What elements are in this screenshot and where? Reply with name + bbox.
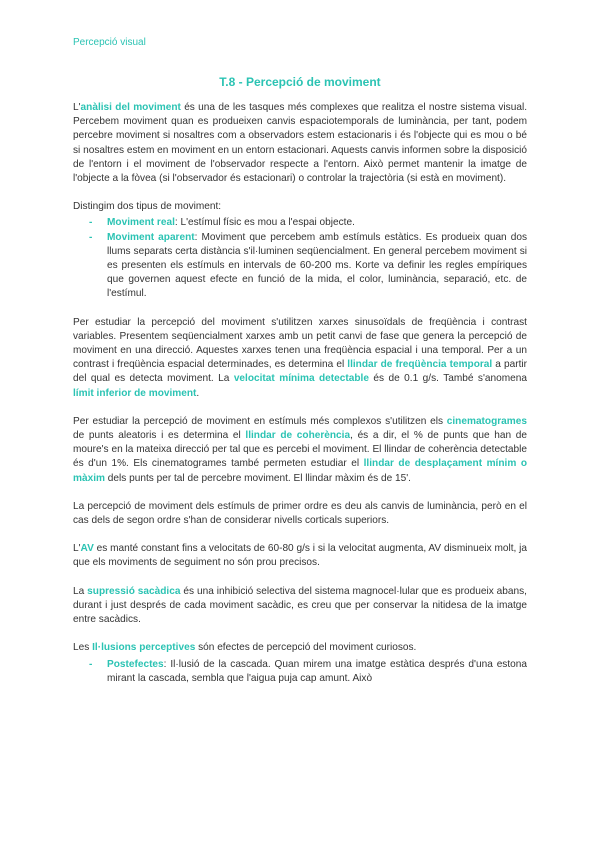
dash-bullet: - (89, 217, 93, 229)
highlight-term: Moviment real (107, 217, 175, 229)
highlight-term: Il·lusions perceptives (92, 642, 196, 654)
motion-types-list (73, 216, 527, 301)
highlight-term: anàlisi del moviment (80, 102, 181, 113)
document-body (73, 101, 527, 700)
highlight-term: Postefectes (107, 658, 164, 670)
paragraph-motion-analysis: L'anàlisi del moviment és una de les tasques més complexes que realitza el nostre sistema visual. Percebem moviment quan es produeixen canvis espaciotemporals de luminància, per tant, podem percebre moviment si nosaltres com a observadors estem estacionaris i és l'objecte qui es mou o bé si nosaltres estem en moviment en un entorn estacionari. Aquests canvis informen sobre la disposició de l'entorn i el moviment de l'observador respecte a l'entorn. Això permet mantenir la imatge de l'objecte a la fòvea (si l'observador és estacionari) o controlar la trajectòria (si està en moviment). (73, 102, 527, 185)
highlight-term: cinematogrames (446, 415, 527, 427)
paragraph-visual-acuity: L'AV es manté constant fins a velocitats de 60-80 g/s i si la velocitat augmenta, AV disminueix molt, ja que els moviments de seguiment no són prou precisos. (73, 543, 527, 569)
highlight-term: AV (80, 543, 94, 555)
paragraph-cinematograms: Per estudiar la percepció de moviment en estímuls més complexos s'utilitzen els cinematogrames de punts aleatoris i es determina el llindar de coherència, és a dir, el % de punts que han de moure's en la mateixa direcció per tal que es percebi el moviment. El llindar de coherència detectable és d'un 1%. Els cinematogrames també permeten estudiar el llindar de desplaçament mínim o màxim dels punts per tal de percebre moviment. El llindar màxim és de 15'. (73, 415, 527, 484)
highlight-term: límit inferior de moviment (73, 387, 197, 399)
illusions-list (73, 658, 527, 686)
highlight-term: llindar de desplaçament mínim o màxim (73, 458, 527, 484)
list-item: - Moviment real: L'estímul físic es mou a l'espai objecte. (73, 216, 527, 230)
list-item: - Moviment aparent: Moviment que percebem amb estímuls estàtics. Es produeix quan dos llums separats certa distància s'il·luminen seqüencialment. En general percebem moviment si es presenten els estímuls en intervals de 60-200 ms. Korte va definir les regles empíriques que governen aquest efecte en funció de la mida, el color, luminància, separació, etc. de l'estímul. (89, 231, 528, 300)
dash-bullet: - (89, 658, 93, 670)
paragraph-types-intro: Distingim dos tipus de moviment: (73, 201, 222, 213)
highlight-term: velocitat mínima detectable (233, 373, 369, 385)
highlight-term: llindar de coherència (245, 430, 351, 442)
paragraph-saccadic-suppression: La supressió sacàdica és una inhibició selectiva del sistema magnocel·lular que es produeix abans, durant i just després de cada moviment sacàdic, es creu que per conservar la nitidesa de la imatge entre sacàdics. (73, 585, 527, 626)
list-item: - Postefectes: Il·lusió de la cascada. Quan mirem una imatge estàtica després d'una estona mirant la cascada, sembla que l'aigua puja cap amunt. Això (89, 658, 527, 684)
paragraph-order-stimuli: La percepció de moviment dels estímuls de primer ordre es deu als canvis de luminància, però en el cas dels de segon ordre s'han de considerar nivells corticals superiors. (73, 500, 527, 527)
section-title: T.8 - Percepció de moviment (219, 75, 381, 89)
paragraph-sinusoidal-gratings: Per estudiar la percepció del moviment s'utilitzen xarxes sinusoïdals de freqüència i contrast variables. Presentem seqüencialment xarxes amb un petit canvi de fase que genera la percepció de moviment en una direcció. Aquestes xarxes tenen una freqüència espacial i una temporal. Per a un contrast i freqüència espacial determinades, es determina el llindar de freqüència temporal a partir del qual es detecta moviment. La velocitat mínima detectable és de 0.1 g/s. També s'anomena límit inferior de moviment. (73, 316, 528, 399)
highlight-term: supressió sacàdica (87, 585, 181, 597)
highlight-term: llindar de freqüència temporal (347, 359, 493, 371)
paragraph-illusions: Les Il·lusions perceptives són efectes de percepció del moviment curiosos. (73, 642, 417, 654)
dash-bullet: - (89, 231, 93, 243)
running-header: Percepció visual (73, 37, 146, 48)
highlight-term: Moviment aparent (107, 231, 195, 243)
